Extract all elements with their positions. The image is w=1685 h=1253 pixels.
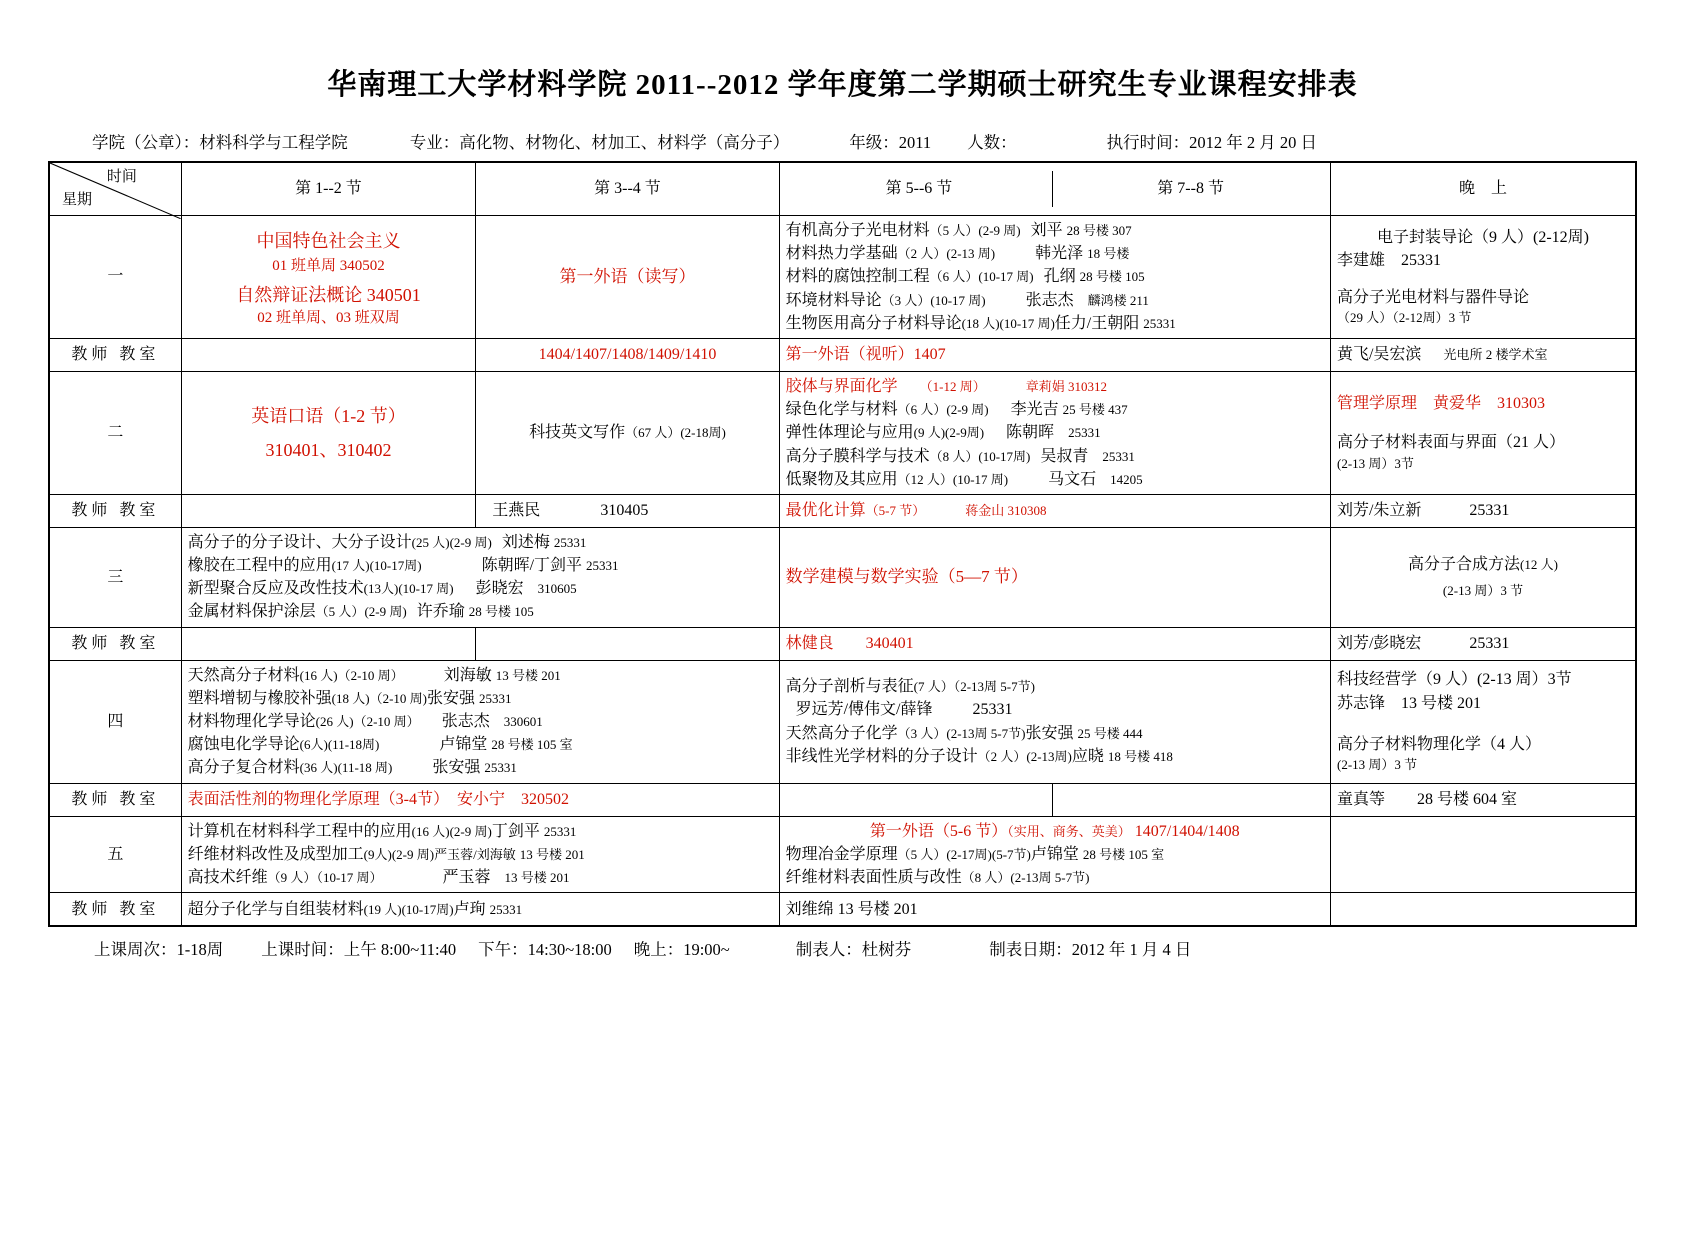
day-tuesday: 二 [49,371,181,494]
footer-date: 制表日期：2012 年 1 月 4 日 [989,940,1192,960]
list-item: 材料物理化学导论(26 人)（2-10 周） 张志杰 330601 [187,713,543,730]
list-item: 罗远芳/傅伟文/薛锋 25331 [795,701,1013,719]
monday-tr-evening: 黄飞/吴宏滨 光电所 2 楼学术室 [1330,338,1636,371]
meta-row [48,129,1637,153]
wednesday-tr-p34 [476,627,779,660]
monday-tr-p56: 第一外语（视听）1407 [779,338,1330,371]
meta-major: 专业：高化物、材物化、材加工、材料学（高分子） [409,133,790,152]
day-wednesday: 三 [49,527,181,627]
teacher-room-label: 教师 教室 [49,627,181,660]
list-item: 环境材料导论（3 人）(10-17 周) 张志杰 麟鸿楼 211 [785,291,1149,309]
tuesday-period-1-2 [181,371,476,494]
list-item: 科技经营学（9 人）(2-13 周）3节 [1336,671,1572,689]
thursday-evening [1330,660,1636,783]
header-period-1-2: 第 1--2 节 [181,162,476,216]
thursday-tr-p56 [779,783,1052,816]
list-item: 高分子剖析与表征(7 人）（2-13周 5-7节) [785,678,1035,696]
table-row-wednesday-teacher [49,627,1636,660]
list-item: （29 人）（2-12周）3 节 [1336,310,1472,326]
list-item: 第一外语（5-6 节）（实用、商务、英美） 1407/1404/1408 [869,822,1240,840]
table-row-monday [49,216,1636,339]
list-item: 高分子合成方法(12 人) [1408,556,1558,574]
list-item: 有机高分子光电材料（5 人）(2-9 周) 刘平 28 号楼 307 [785,222,1132,239]
day-thursday: 四 [49,660,181,783]
wednesday-evening [1330,527,1636,627]
footer-evening: 晚上：19:00~ [633,940,730,960]
course-name: 英语口语（1-2 节） [251,405,406,426]
header-period-3-4: 第 3--4 节 [476,162,779,216]
time-weekday-cell [49,162,181,216]
list-item: 生物医用高分子材料导论(18 人)(10-17 周)任力/王朝阳 25331 [785,314,1176,332]
footer-row [48,936,1637,960]
list-item: 天然高分子材料(16 人)（2-10 周） 刘海敏 13 号楼 201 [187,666,561,684]
list-item: 天然高分子化学（3 人）(2-13周 5-7节)张安强 25 号楼 444 [785,724,1143,742]
list-item: 电子封装导论（9 人）(2-12周) [1376,228,1589,246]
list-item: 金属材料保护涂层（5 人）(2-9 周) 许乔瑜 28 号楼 105 [187,603,534,621]
list-item: 胶体与界面化学 （1-12 周） 章莉娟 310312 [785,377,1107,395]
list-item: (2-13 周）3 节 [1336,756,1418,772]
friday-tr-p12: 超分子化学与自组装材料(19 人)(10-17周)卢珣 25331 [181,893,779,927]
list-item: 高分子光电材料与器件导论 [1336,289,1529,307]
meta-exec-time: 执行时间：2012 年 2 月 20 日 [1106,133,1318,152]
page-title: 华南理工大学材料学院 2011--2012 学年度第二学期硕士研究生专业课程安排表 [327,69,1358,101]
list-item: 纤维材料改性及成型加工(9人)(2-9 周)严玉蓉/刘海敏 13 号楼 201 [187,845,585,863]
list-item: 低聚物及其应用（12 人）(10-17 周) 马文石 14205 [785,470,1143,488]
header-period-5-6-label: 第 5--6 节 [885,180,953,198]
header-time-label: 时间 [106,169,137,185]
thursday-tr-evening: 童真等 28 号楼 604 室 [1330,783,1636,816]
wednesday-tr-p56: 林健良 340401 [779,627,1330,660]
tuesday-tr-p56: 最优化计算（5-7 节） 蒋金山 310308 [779,494,1330,527]
footer-class-time: 上课时间：上午 8:00~11:40 [261,940,457,960]
teacher-room-label: 教师 教室 [49,783,181,816]
list-item: 李建雄 25331 [1336,251,1441,269]
course-name: 第一外语（读写） [559,266,696,286]
tuesday-tr-p34: 王燕民 310405 [476,494,779,527]
table-row-thursday [49,660,1636,783]
monday-period-5-8 [779,216,1330,339]
wednesday-period-1-4 [181,527,779,627]
list-item: (2-13 周）3 节 [1442,583,1524,599]
table-row-friday [49,816,1636,893]
list-item: 高分子复合材料(36 人)(11-18 周) 张安强 25331 [187,759,517,777]
list-item: 管理学原理 黄爱华 310303 [1336,395,1545,413]
course-class-info: 01 班单周 340502 [272,258,385,275]
meta-college: 学院（公章）：材料科学与工程学院 [92,133,348,152]
table-header-row [49,162,1636,216]
header-weekday-label: 星期 [62,192,93,209]
list-item: 材料的腐蚀控制工程（6 人）(10-17 周) 孔纲 28 号楼 105 [785,268,1145,286]
friday-tr-p56: 刘维绵 13 号楼 201 [779,893,1330,927]
tuesday-period-3-4: 科技英文写作（67 人）(2-18周) [476,371,779,494]
list-item: 塑料增韧与橡胶补强(18 人)（2-10 周)张安强 25331 [187,689,512,707]
header-evening: 晚 上 [1330,162,1636,216]
list-item: 高分子材料物理化学（4 人） [1336,735,1541,753]
list-item: 计算机在材料科学工程中的应用(16 人)(2-9 周)丁剑平 25331 [187,822,577,840]
meta-grade: 年级：2011 [849,133,932,152]
friday-tr-evening [1330,893,1636,927]
list-item: 橡胶在工程中的应用(17 人)(10-17周) 陈朝晖/丁剑平 25331 [187,557,619,575]
list-item: 绿色化学与材料（6 人）(2-9 周) 李光吉 25 号楼 437 [785,401,1128,419]
monday-evening [1330,216,1636,339]
table-row-tuesday [49,371,1636,494]
list-item: 材料热力学基础（2 人）(2-13 周) 韩光泽 18 号楼 [785,245,1130,263]
schedule-table [48,161,1637,927]
thursday-tr-p78 [1052,783,1330,816]
list-item: 高技术纤维（9 人）（10-17 周） 严玉蓉 13 号楼 201 [187,868,570,886]
table-row-thursday-teacher [49,783,1636,816]
course-class-info: 02 班单周、03 班双周 [257,310,400,327]
friday-period-5-8 [779,816,1330,893]
thursday-tr-p12: 表面活性剂的物理化学原理（3-4节） 安小宁 320502 [181,783,779,816]
wednesday-tr-evening: 刘芳/彭晓宏 25331 [1330,627,1636,660]
table-row-monday-teacher [49,338,1636,371]
footer-weeks: 上课周次：1-18周 [94,940,224,960]
course-name: 自然辩证法概论 340501 [236,284,421,305]
header-period-5-6 [779,162,1330,216]
table-row-friday-teacher [49,893,1636,927]
footer-afternoon: 下午：14:30~18:00 [478,940,612,960]
day-monday: 一 [49,216,181,339]
list-item: 新型聚合反应及改性技术(13人)(10-17 周) 彭晓宏 310605 [187,580,577,598]
list-item: 苏志锋 13 号楼 201 [1336,694,1481,712]
teacher-room-label: 教师 教室 [49,893,181,927]
list-item: (2-13 周）3节 [1336,455,1414,471]
tuesday-tr-evening: 刘芳/朱立新 25331 [1330,494,1636,527]
tuesday-evening [1330,371,1636,494]
meta-count: 人数： [967,133,1017,152]
teacher-room-label: 教师 教室 [49,494,181,527]
monday-period-1-2 [181,216,476,339]
thursday-period-5-8 [779,660,1330,783]
list-item: 弹性体理论与应用(9 人)(2-9周) 陈朝晖 25331 [785,424,1101,442]
day-friday: 五 [49,816,181,893]
header-period-7-8-label: 第 7--8 节 [1052,171,1328,206]
teacher-room-label: 教师 教室 [49,338,181,371]
footer-maker: 制表人：杜树芬 [795,940,912,960]
monday-tr-p12 [181,338,476,371]
friday-evening [1330,816,1636,893]
table-row-tuesday-teacher [49,494,1636,527]
list-item: 物理冶金学原理（5 人）(2-17周)(5-7节)卢锦堂 28 号楼 105 室 [785,845,1165,863]
list-item: 腐蚀电化学导论(6人)(11-18周) 卢锦堂 28 号楼 105 室 [187,736,573,754]
tuesday-period-5-8 [779,371,1330,494]
thursday-period-1-4 [181,660,779,783]
wednesday-period-5-8: 数学建模与数学实验（5—7 节） [779,527,1330,627]
list-item: 非线性光学材料的分子设计（2 人）(2-13周)应晓 18 号楼 418 [785,747,1173,765]
list-item: 纤维材料表面性质与改性（8 人）(2-13周 5-7节) [785,868,1090,886]
wednesday-tr-p12 [181,627,476,660]
table-row-wednesday [49,527,1636,627]
schedule-page [0,62,1685,1253]
monday-period-3-4 [476,216,779,339]
course-name: 中国特色社会主义 [256,231,401,252]
list-item: 高分子材料表面与界面（21 人） [1336,434,1565,452]
tuesday-tr-p12 [181,494,476,527]
friday-period-1-4 [181,816,779,893]
monday-tr-p34: 1404/1407/1408/1409/1410 [476,338,779,371]
course-room: 310401、310402 [265,439,392,460]
list-item: 高分子膜科学与技术（8 人）(10-17周) 吴叔青 25331 [785,447,1135,465]
course-name: 科技英文写作 [529,424,626,442]
list-item: 高分子的分子设计、大分子设计(25 人)(2-9 周) 刘述梅 25331 [187,533,587,551]
